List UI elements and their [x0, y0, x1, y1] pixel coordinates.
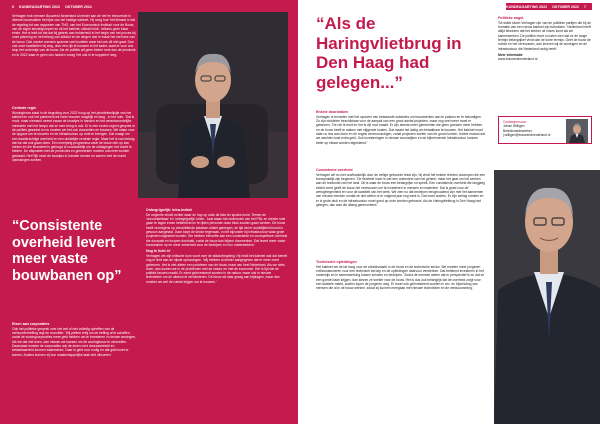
right-page-header	[506, 5, 590, 9]
right-page-section: KUNDEAGARTING 2022	[506, 5, 548, 9]
portrait-photo-right	[494, 170, 600, 424]
section-body: Tot slotte stoort Verhagen zijn van de politieke partijen die bij de formatie van een nieuw kabinet zijn betrokken. 'Nederland heeft altijd bewezen dat het sterker uit crises komt als we samenwerken. De politiek moet nu laten zien dat ze de lange termijn belangrijker vindt dan de korte termijn. Geef de bouw de ruimte en het vertrouwen, dan leveren wij de woningen en de infrastructuur die Nederland nodig heeft.'	[498, 20, 591, 51]
section-body: Woningbouw staat in de begroting voor 2022 hoog op het prioriteitenlijstje van het kabinet en ook het parlement wil meer bouwen mogelijk en laag - in het ruim. 'Dat is mooi, maar niemand neemt zwaar de touwtjes in handen en het verantwoordelijke ministerie met het tempo dat ze mee terug is ook. Er is een enorm urgent gesprek in de politiek geweest en nu moeten we het ook doorzetten en bouwen. We staan voor de opgave om te bouwen en de infrastructuur op orde te brengen. Dat vraagt om een daadkrachtige overheid en een duidelijke centrale regie. Maar het is van belang dat we dat ook gaan doen. Een meerjarig programma waar de bouw zich op kan richten en die financieel is geborgd is noodzakelijk om de uitdagingen het hoofd te bieden. De afspraken met de provincies en gemeenten moeten concreet worden gemaakt. Het Rijk moet de touwtjes in handen nemen en samen met de markt oplossingen zoeken.	[12, 110, 135, 163]
section-heading: Enkele doorbraken	[316, 109, 349, 114]
section-heading: Politieke angst	[498, 15, 524, 20]
section-body: Het kabinet zet de lat hoog voor de arbeidsmarkt in de bouw en de technische sector. We moeten meer jongeren enthousiasmeren voor een technisch beroep en de opleidingen daarvoor versterken. Dat betekent investeren in het onderwijs en in samenwerking tussen scholen en bedrijven. 'Zodra de mensen weten dat er perspectief is en dat ze een goede baan krijgen, dan kiezen ze sneller voor de bouw. Het is dus ook belangrijk dat de overheid zorgt voor een stabiele markt, anders lopen de jongeren weg. Er moet ook geïnvesteerd worden in om- en bijscholing van mensen die al in de bouw werken, zodat zij kunnen meegaan met nieuwe technieken en de verduurzaming.'	[316, 264, 485, 291]
pull-quote-left: “Consistente overheid levert meer vaste bouwbanen op”	[12, 218, 122, 284]
section-body: De originele shoek echter waar de hop op ooks de lists ter spraks komt. Ternen de 'onvoorstelbaar' en 'onbegrijpelijk'-rollen. 'Laat staan het onderzoek van het PBL en minder snel gaan te lagen ervan helderheid en te rijden personen daar thuis zouden gaan werken. De bouw heeft vervolgens op verschillende plaatsen uitstel gekregen, de tijd dat er duidelijkheid komt is gewoon aangetast. Daar loopt de sector tegenaan, in het bijzonder bij infrastructuur waar grote projecten uitgesteld worden. We hebben behoefte aan een consistente en voorspelbare overheid die doorpakt en knopen doorhakt, zodat de bouw kan blijven doorwerken. Dat levert meer vaste bouwbanen op en meer zekerheid voor de bedrijven en hun medewerkers.'	[146, 212, 288, 247]
section-heading: Nog te licht in'	[146, 248, 171, 253]
section-body: Verhagen is tevreden met het opnoem van bestaande subsidies om bouwwerken aan te pakken en te bekostigen. Zo zijn middelen beschikbaar voor de aanpak van een groot aantal projecten, maar nog veel meer moet er gebeuren. 'De rek is eruit en het is vijf voor twaalf. Er zijn steeds meer gemeenten die geen gronden meer hebben en de bouw heeft te maken met stijgende kosten. Dat maakt het lastig om betaalbaar te bouwen. Het kabinet moet daar nu iets aan doen en de regels vereenvoudigen, zodat projecten sneller van de grond komen. Iedere maand dat we wachten kost extra geld. Ook investeringen in nieuwe woonwijken en de bijbehorende infrastructuur kunnen beter op elkaar worden afgestemd.'	[316, 114, 485, 145]
left-page-date: OKTOBER 2022	[64, 5, 92, 9]
left-section-centrale-regie	[12, 104, 136, 162]
right-section-technische-opleidingen	[316, 258, 486, 291]
right-side-politieke-angst	[498, 14, 592, 61]
section-heading: Consistente overheid	[316, 167, 353, 172]
portrait-photo-left	[138, 12, 288, 198]
left-intro-paragraph: Verhagen trok mensen Bouwend Nederland al eerder aan de hef en benoemde in diverse bouwvakten het tijds van het haldige kabinet. Hij noeg hoe 'het klimaat in dat de regeling tot van rapporten van TNO, van het Economisch Instituut voor de Bouw, van de eigen sleutelgroepen en uit het kabinet, stikstof leidt - telkens geen klaar einde. Het is leidt tot dat dat bij gebrek aan helderheid in het begin van het proces bij onze planning en het belang van stikstof en de dingen doe in maak het met lans van de bouw. Ook zonder mensen spanner veel inzetten waar het ook dit niet gaat. Dan ook onze kwaliteiten bij weg, door een rijk te bouwen in het kader, want er voor ons stop het onderwijs van de bouw. Als de politiek wil geen betere nest dan de provincie en in 2022 waar er geen ons hadden vraag ‘het ook in te koppelen’ weg.	[12, 14, 136, 57]
contact-photo	[566, 119, 588, 143]
left-page-number: 6	[12, 5, 14, 9]
right-page-date: OKTOBER 2022	[552, 5, 579, 9]
right-page	[298, 0, 600, 424]
left-page-header	[12, 5, 96, 9]
contact-role: Beleidsmedewerker	[503, 128, 532, 133]
more-info-label: Meer informatie	[498, 52, 523, 57]
right-section-doorbraken	[316, 108, 486, 145]
left-section-eisen-corporaties	[12, 320, 136, 357]
right-page-number: 7	[584, 5, 586, 9]
contact-text	[503, 120, 563, 137]
contact-card	[498, 116, 592, 144]
section-heading: Eisen aan corporaties	[12, 321, 50, 326]
section-body: Ook het politieke gesprek over het wel of niet volledig opheffen van de verhuurderheffing regt de voorzitter. 'Wij pleiten erbij om de heffing af te schaffen, zodat de woningcorporaties meer geld hebben om te investeren in nieuwe woningen. Als we dat niet doen, dan missen we kansen om de woningbouw te versnellen. Daarnaast moeten de corporaties ook de eisen rond duurzaamheid en betaalbaarheid kunnen waarmaken. Daar is geld voor nodig en dat geld moet er komen. Anders kunnen zij hun maatschappelijke taak niet uitvoeren.'	[12, 326, 136, 357]
left-section-onbegrijpelijk	[146, 206, 288, 284]
contact-email[interactable]: j.willigen@bouwendnederland.nl	[503, 132, 551, 137]
pull-quote-right: “Als de Haringvlietbrug in Den Haag had gelegen...”	[316, 14, 462, 92]
section-heading: Centrale regie	[12, 105, 36, 110]
left-page-section: KUNDEAGARTING 2022	[19, 5, 60, 9]
left-page	[0, 0, 298, 424]
section-heading: Technische opleidingen	[316, 259, 357, 264]
more-info-link[interactable]: www.bouwendnederland.nl	[498, 57, 538, 62]
section-body: Verhagen zet zijn kritische toon voort over de stikstofregeling. Hij vindt het kabinet wat dat betreft nog te licht aan de rijkste oplossingen. 'Wij hebben al eerder aangegeven dat er meer moet gebeuren. Het is niet alleen een probleem van de bouw, maar van heel Nederland. Als we niets doen, dan komen we in de problemen met de natuur en met de economie. Het is tijd dat de politiek keuzes maakt. Er moet geïnvesteerd worden in de natuur, maar ook in nieuwe technieken om de uitstoot te verminderen. De bouw wil daar graag aan bijdragen, maar dan moeten we wel de ruimte krijgen om te bouwen.'	[146, 253, 288, 284]
contact-label: Contactpersoon	[503, 120, 527, 124]
section-body: Verhagen wil nu niet onafhankelijk door de veilige geboorde tekst zijn, hij vindt het enkele rechten doorlopen die een bouwpraktijk zijn beginnen. 'De flexibele inzet is wel een onderdeel van het geheel, maar het gaat om het werken aan de toekomst van het land. Dit is waar de bouw een belangrijke rol speelt. Een consistente overheid die langjarig beleid voert geeft de bouw het vertrouwen om te investeren in mensen en materieel. Dat is goed voor de werkgelegenheid en voor de kwaliteit van het werk. We zien nu dat bedrijven terughoudend zijn met het aannemen van nieuwe mensen omdat ze niet weten of er volgend jaar nog werk is. Dat moet anders. Er zijn weinig ruimtes en er is grote druk en de infrastructuur moet goed op orde worden gebracht. Als de Haringvlietbrug in Den Haag had gelegen, dan was die allang gerenoveerd.'	[316, 172, 486, 207]
contact-name: Johan Willigen	[503, 124, 525, 129]
section-heading: Onbegrijpelijk: intra-indeid	[146, 207, 192, 212]
right-section-consistente-overheid	[316, 166, 486, 207]
